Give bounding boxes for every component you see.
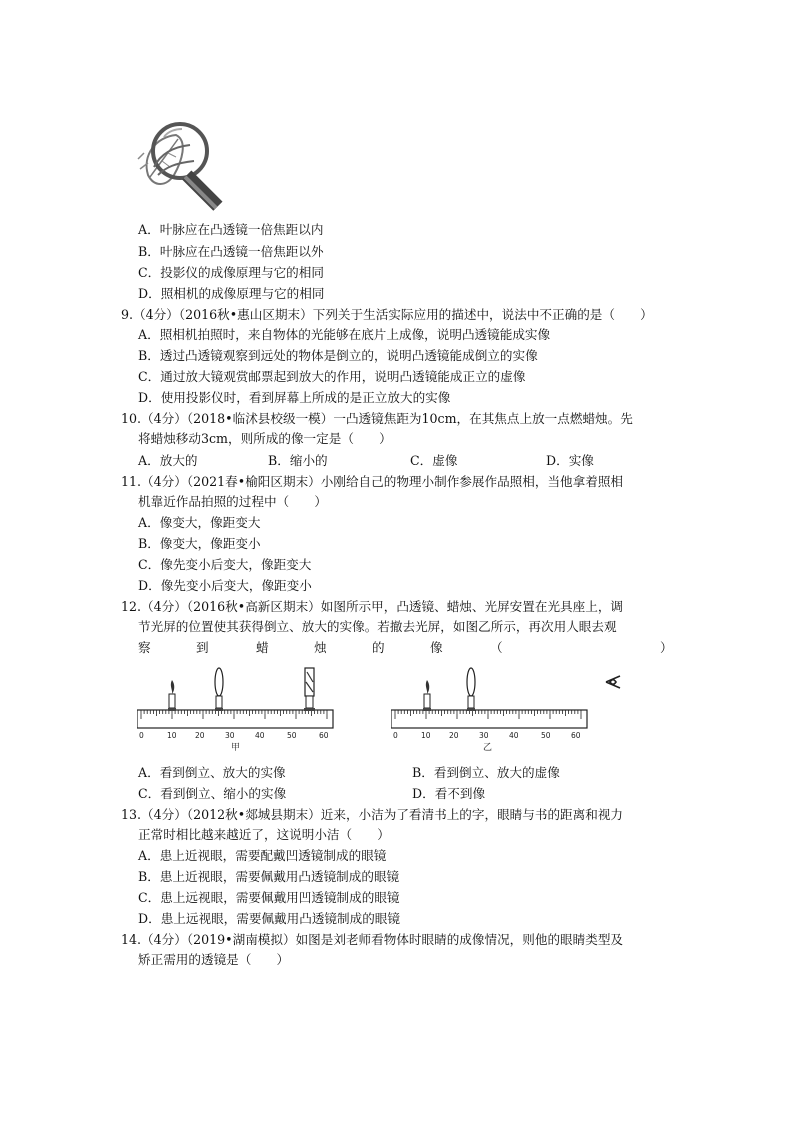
ruler-tick-label: 60: [571, 731, 581, 740]
ruler-tick-label: 60: [319, 731, 329, 740]
ruler-tick-label: 10: [421, 731, 431, 740]
q14-stem-cont: 矫正需用的透镜是（ ）: [138, 952, 290, 967]
figure-caption-a: 甲: [231, 743, 241, 752]
q12-figure-b: [391, 662, 591, 752]
q10-option-c: C．虚像: [410, 453, 458, 468]
ruler-tick-label: 40: [255, 731, 265, 740]
ruler-tick-label: 30: [225, 731, 235, 740]
q12-figure-a: [137, 662, 337, 752]
convex-lens-icon: [215, 668, 223, 711]
lens-handle: [182, 170, 222, 210]
q12-stem-word: 察: [138, 640, 151, 655]
q8-option-d: D．照相机的成像原理与它的相同: [138, 286, 325, 301]
q10-stem-cont: 将蜡烛移动3cm，则所成的像一定是（ ）: [138, 431, 392, 446]
q12-option-a: A．看到倒立、放大的实像: [138, 765, 286, 780]
ruler-tick-label: 20: [449, 731, 459, 740]
q13-stem-cont: 正常时相比越来越近了，这说明小洁（ ）: [138, 827, 390, 842]
q12-stem: 12.（4分）（2016秋•高新区期末）如图所示甲，凸透镜、蜡烛、光屏安置在光具座上，调: [121, 599, 624, 614]
ruler-tick-label: 20: [195, 731, 205, 740]
q13-option-d: D．患上远视眼，需要佩戴用凸透镜制成的眼镜: [138, 911, 400, 926]
q9-option-c: C．通过放大镜观赏邮票起到放大的作用，说明凸透镜能成正立的虚像: [138, 369, 526, 384]
q11-option-a: A．像变大，像距变大: [138, 515, 261, 530]
q8-option-a: A．叶脉应在凸透镜一倍焦距以内: [138, 222, 324, 237]
q11-stem-cont: 机靠近作品拍照的过程中（ ）: [138, 494, 327, 509]
ruler-tick-label: 40: [509, 731, 519, 740]
q10-option-b: B．缩小的: [268, 453, 328, 468]
ruler-tick-label: 10: [167, 731, 177, 740]
q12-option-b: B．看到倒立、放大的虚像: [412, 765, 560, 780]
figure-caption-b: 乙: [483, 743, 493, 752]
q12-stem-word: 像: [430, 640, 443, 655]
candle-icon: [423, 680, 431, 711]
magnifying-glass-figure: [136, 115, 246, 215]
q14-stem: 14.（4分）（2019•湖南模拟）如图是刘老师看物体时眼睛的成像情况，则他的眼睛类型及: [121, 932, 624, 947]
q11-stem: 11.（4分）（2021春•榆阳区期末）小刚给自己的物理小制作参展作品照相，当他拿着照相: [121, 474, 624, 489]
q12-stem-word: 的: [372, 640, 385, 655]
q13-option-b: B．患上近视眼，需要佩戴用凸透镜制成的眼镜: [138, 869, 400, 884]
q10-option-d: D．实像: [546, 453, 594, 468]
q13-option-a: A．患上近视眼，需要配戴凹透镜制成的眼镜: [138, 848, 387, 863]
q12-stem-cont: 节光屏的位置使其获得倒立、放大的实像。若撤去光屏，如图乙所示，再次用人眼去观: [138, 619, 617, 634]
q12-stem-word: 蜡: [256, 640, 269, 655]
light-screen-icon: [304, 668, 315, 711]
q12-stem-word: 烛: [314, 640, 327, 655]
q8-option-c: C．投影仪的成像原理与它的相同: [138, 265, 324, 280]
ruler-tick-label: 0: [393, 731, 398, 740]
convex-lens-icon: [467, 668, 475, 711]
q9-option-a: A．照相机拍照时，来自物体的光能够在底片上成像，说明凸透镜能成实像: [138, 327, 551, 342]
ruler-tick-label: 50: [287, 731, 297, 740]
q13-stem: 13.（4分）（2012秋•郯城县期末）近来，小洁为了看清书上的字，眼睛与书的距离和视力: [121, 807, 624, 822]
q8-option-b: B．叶脉应在凸透镜一倍焦距以外: [138, 244, 324, 259]
candle-icon: [168, 680, 176, 711]
eye-icon: [604, 674, 624, 690]
q13-option-c: C．患上远视眼，需要佩戴用凹透镜制成的眼镜: [138, 890, 400, 905]
q9-option-d: D．使用投影仪时，看到屏幕上所成的是正立放大的实像: [138, 390, 451, 405]
ruler-tick-label: 30: [479, 731, 489, 740]
q9-stem: 9.（4分）（2016秋•惠山区期末）下列关于生活实际应用的描述中，说法中不正确的是（ ）: [121, 307, 653, 322]
q12-stem-word: ）: [660, 640, 673, 655]
ruler-tick-label: 50: [541, 731, 551, 740]
q11-option-b: B．像变大，像距变小: [138, 536, 261, 551]
q11-option-c: C．像先变小后变大，像距变大: [138, 557, 312, 572]
lens-circle: [153, 124, 207, 178]
q9-option-b: B．透过凸透镜观察到远处的物体是倒立的，说明凸透镜能成倒立的实像: [138, 348, 538, 363]
q12-stem-word: 到: [196, 640, 209, 655]
q10-stem: 10.（4分）（2018•临沭县校级一模）一凸透镜焦距为10cm，在其焦点上放一点燃蜡烛。先: [121, 411, 633, 426]
ruler-bar: [391, 710, 587, 728]
q12-option-c: C．看到倒立、缩小的实像: [138, 786, 287, 801]
q12-option-d: D．看不到像: [412, 786, 486, 801]
ruler-tick-label: 0: [139, 731, 144, 740]
q12-stem-word: （: [490, 640, 503, 655]
q10-option-a: A．放大的: [138, 453, 198, 468]
ruler-bar: [137, 710, 333, 728]
q11-option-d: D．像先变小后变大，像距变小: [138, 578, 312, 593]
